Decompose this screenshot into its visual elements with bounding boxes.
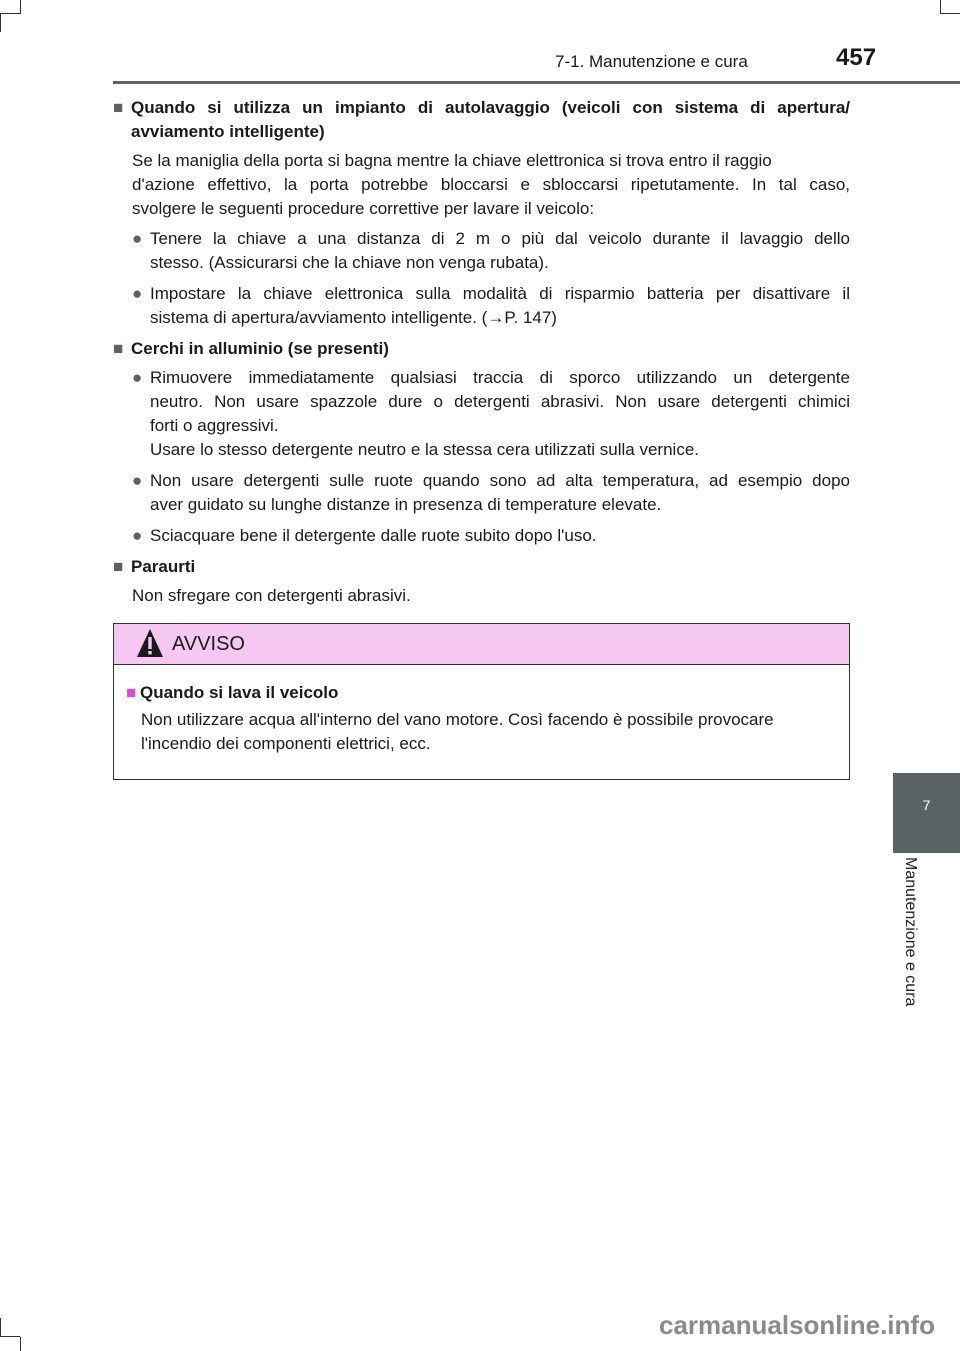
round-bullet-icon: ●	[132, 368, 143, 387]
round-bullet-icon: ●	[132, 284, 143, 303]
list-item	[113, 366, 850, 462]
text-line: Non usare detergenti sulle ruote quando sono ad alta temperatura, ad esempio dopo	[150, 471, 850, 490]
heading-line: Cerchi in alluminio (se presenti)	[131, 339, 389, 358]
round-bullet-icon: ●	[132, 471, 143, 490]
page-number: 457	[836, 44, 877, 71]
square-bullet-icon: ■	[113, 339, 124, 358]
main-content	[113, 96, 850, 614]
section-heading	[113, 96, 850, 144]
crop-mark	[0, 14, 1, 32]
section-heading	[113, 337, 850, 361]
section-heading	[113, 555, 850, 579]
list-item	[113, 282, 850, 330]
list-item	[113, 469, 850, 517]
text-line: Tenere la chiave a una distanza di 2 m o più dal veicolo durante il lavaggio dello	[150, 229, 850, 248]
text-line: forti o aggressivi.	[150, 416, 279, 435]
list-item	[113, 524, 850, 548]
text-line: stesso. (Assicurarsi che la chiave non venga rubata).	[150, 253, 549, 272]
paragraph	[113, 584, 850, 608]
chapter-title: Manutenzione e cura	[902, 857, 919, 1007]
chapter-tab	[893, 773, 960, 853]
text-line: Sciacquare bene il detergente dalle ruote subito dopo l'uso.	[150, 526, 597, 545]
text-line: Impostare la chiave elettronica sulla modalità di risparmio batteria per disattivare il	[150, 284, 850, 303]
watermark: carmanualsonline.info	[659, 1310, 935, 1340]
crop-mark	[0, 13, 20, 14]
crop-mark	[0, 1336, 20, 1337]
paragraph	[113, 149, 850, 221]
text-line: neutro. Non usare spazzole dure o detergenti abrasivi. Non usare detergenti chimici	[150, 392, 850, 411]
square-bullet-icon: ■	[113, 98, 124, 117]
text-line: Rimuovere immediatamente qualsiasi traccia di sporco utilizzando un detergente	[150, 368, 850, 387]
crop-mark	[20, 0, 21, 14]
warning-header	[114, 624, 849, 665]
text-line: Non utilizzare acqua all'interno del vano motore. Così facendo è possibile provocare	[141, 710, 774, 729]
text-line: aver guidato su lunghe distanze in presenza di temperature elevate.	[150, 495, 662, 514]
square-bullet-icon: ■	[126, 683, 137, 702]
text-line: d'azione effettivo, la porta potrebbe bloccarsi e sbloccarsi ripetutamente. In tal caso,	[132, 175, 850, 194]
heading-line: Quando si utilizza un impianto di autolavaggio (veicoli con sistema di apertura/	[131, 98, 850, 117]
round-bullet-icon: ●	[132, 229, 143, 248]
warning-body	[114, 665, 849, 756]
text-line: Non sfregare con detergenti abrasivi.	[132, 586, 411, 605]
crop-mark	[940, 0, 941, 14]
heading-line: avviamento intelligente)	[131, 122, 325, 141]
crop-mark	[940, 13, 960, 14]
header-rule	[113, 81, 960, 84]
chapter-number: 7	[922, 797, 931, 813]
crop-mark	[20, 1337, 21, 1351]
text-line: sistema di apertura/avviamento intelligente. (→P. 147)	[150, 308, 557, 327]
text-line: Usare lo stesso detergente neutro e la stessa cera utilizzati sulla vernice.	[150, 440, 699, 459]
heading-line: Quando si lava il veicolo	[140, 683, 339, 702]
text-line: l'incendio dei componenti elettrici, ecc.	[141, 734, 431, 753]
text-line: svolgere le seguenti procedure correttive per lavare il veicolo:	[132, 199, 595, 218]
running-header: 7-1. Manutenzione e cura	[555, 52, 748, 71]
warning-box	[113, 623, 850, 780]
crop-mark	[0, 1318, 1, 1336]
warning-label: AVVISO	[172, 633, 245, 655]
warning-triangle-icon	[136, 628, 164, 658]
square-bullet-icon: ■	[113, 557, 124, 576]
heading-line: Paraurti	[131, 557, 196, 576]
text-line: Se la maniglia della porta si bagna mentre la chiave elettronica si trova entro il raggio	[132, 151, 772, 170]
paragraph	[126, 708, 835, 756]
round-bullet-icon: ●	[132, 526, 143, 545]
list-item	[113, 227, 850, 275]
warning-heading	[126, 681, 835, 705]
